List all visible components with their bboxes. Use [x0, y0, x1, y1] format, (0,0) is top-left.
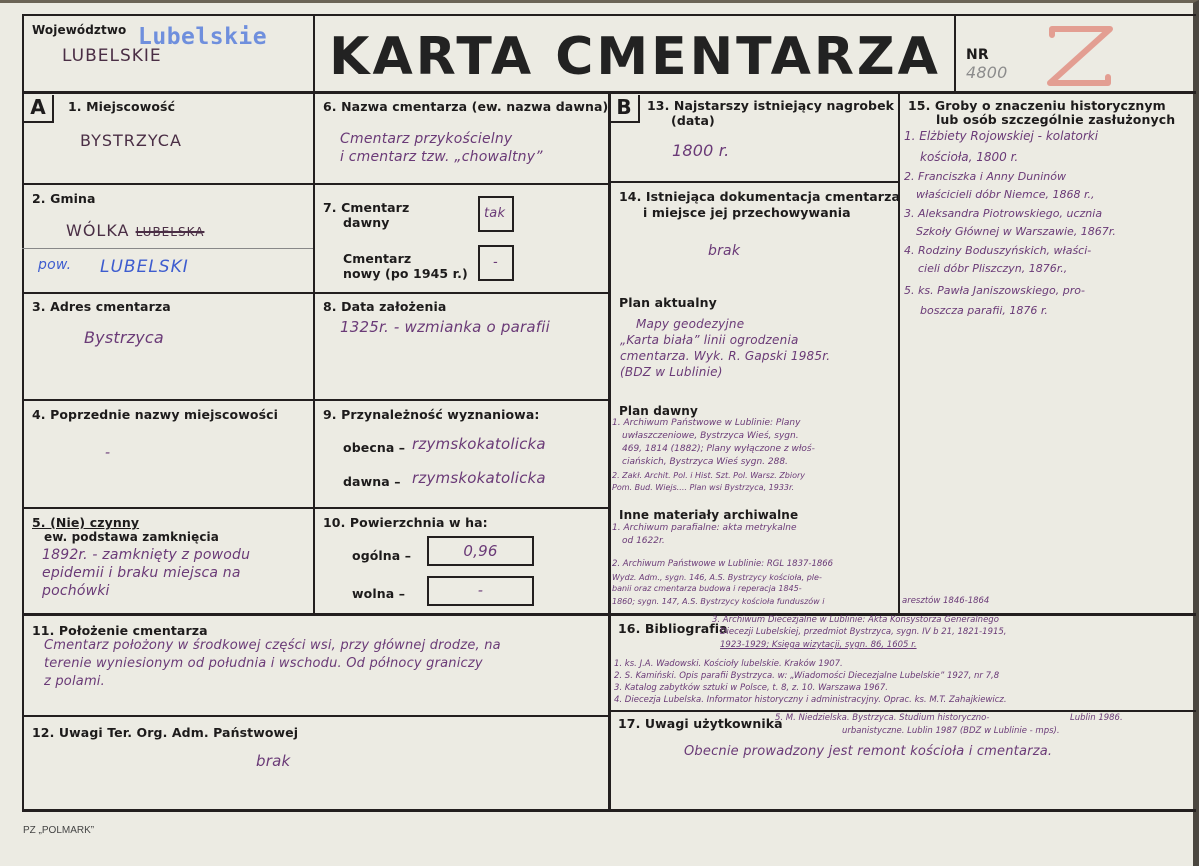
divider: [608, 93, 611, 811]
divider: [898, 93, 900, 613]
dawna-value: rzymskokatolicka: [412, 469, 546, 487]
inne-line-5: banii oraz cmentarza budowa i reperacja 1845-: [612, 584, 802, 593]
closure-line-1: 1892r. - zamknięty z powodu: [42, 547, 251, 563]
graves-line-9: 5. ks. Pawła Janiszowskiego, pro-: [904, 284, 1085, 297]
nowy-checkbox: [478, 245, 514, 281]
graves-line-4: właścicieli dóbr Niemce, 1868 r.,: [916, 188, 1095, 201]
divider: [608, 710, 1196, 712]
biblio-top-line-3: 1923-1929; Księga wizytacji, sygn. 86, 1605 r.: [720, 640, 917, 650]
plan-dawny-line-5: 2. Zakł. Archit. Pol. i Hist. Szt. Pol. Warsz. Zbiory: [612, 471, 806, 480]
wojewodztwo-value: LUBELSKIE: [62, 46, 162, 66]
graves-line-1: 1. Elżbiety Rojowskiej - kolatorki: [904, 129, 1099, 143]
wolna-box: [427, 576, 534, 606]
dawny-value: tak: [484, 206, 506, 221]
plan-dawny-line-1: 1. Archiwum Państwowe w Lublinie: Plany: [612, 418, 801, 428]
divider: [22, 507, 610, 509]
inne-materialy-label: Inne materiały archiwalne: [619, 508, 799, 522]
inne-line-3: 2. Archiwum Państwowe w Lublinie: RGL 1837-1866: [612, 559, 834, 569]
field-8-label: 8. Data założenia: [323, 299, 447, 314]
wolna-value: -: [477, 583, 484, 599]
graves-line-8: cieli dóbr Pliszczyn, 1876r.,: [918, 262, 1068, 275]
plan-dawny-line-4: ciańskich, Bystrzyca Wieś sygn. 288.: [622, 457, 788, 467]
field-15-label-b: lub osób szczególnie zasłużonych: [936, 112, 1176, 127]
dawny-checkbox: [478, 196, 514, 232]
field-16-label: 16. Bibliografia: [618, 621, 728, 636]
plan-aktualny-line-1: Mapy geodezyjne: [636, 317, 745, 331]
wolna-label: wolna –: [352, 586, 406, 601]
printer-imprint: PZ „POLMARK”: [23, 825, 95, 836]
field-13-label: 13. Najstarszy istniejący nagrobek: [647, 98, 895, 113]
field-7-dawny-label-b: dawny: [343, 215, 390, 230]
biblio-overflow-b: urbanistyczne. Lublin 1987 (BDZ w Lublinie - mps).: [842, 726, 1060, 736]
divider: [608, 181, 900, 183]
wojewodztwo-stamp: Lubelskie: [138, 24, 268, 50]
ogolna-box: [427, 536, 534, 566]
plan-aktualny-line-4: (BDZ w Lublinie): [620, 365, 723, 379]
inne-overflow: aresztów 1846-1864: [902, 596, 990, 606]
obecna-value: rzymskokatolicka: [412, 435, 546, 453]
graves-line-5: 3. Aleksandra Piotrowskiego, ucznia: [904, 207, 1103, 220]
field-8-value: 1325r. - wzmianka o parafii: [340, 318, 550, 336]
divider: [22, 613, 1196, 616]
z-mark-icon: [1040, 21, 1120, 89]
field-17-label: 17. Uwagi użytkownika: [618, 716, 783, 731]
field-15-label: 15. Groby o znaczeniu historycznym: [908, 98, 1166, 113]
dawna-label: dawna –: [343, 474, 401, 489]
field-14-label-b: i miejsce jej przechowywania: [643, 205, 851, 220]
wojewodztwo-label: Województwo: [32, 23, 127, 37]
field-13-value: 1800 r.: [672, 141, 730, 160]
biblio-overflow-a-tail: Lublin 1986.: [1070, 713, 1123, 723]
field-6-line-1: Cmentarz przykościelny: [340, 131, 513, 147]
field-9-label: 9. Przynależność wyznaniowa:: [323, 407, 540, 422]
nowy-value: -: [493, 255, 498, 270]
divider: [22, 292, 610, 294]
inne-line-1: 1. Archiwum parafialne: akta metrykalne: [612, 523, 797, 533]
biblio-line-2: 2. S. Kamiński. Opis parafii Bystrzyca. w: „Wiadomości Diecezjalne Lubelskie” 1927, nr 7,8: [614, 671, 1000, 681]
field-11-label: 11. Położenie cmentarza: [32, 623, 208, 638]
divider: [22, 715, 610, 717]
divider: [22, 248, 313, 249]
graves-line-3: 2. Franciszka i Anny Duninów: [904, 170, 1066, 183]
field-14-value: brak: [708, 243, 741, 259]
field-1-label: 1. Miejscowość: [68, 99, 176, 114]
field-7-nowy-label-b: nowy (po 1945 r.): [343, 266, 468, 281]
obecna-label: obecna –: [343, 440, 406, 455]
field-2-label: 2. Gmina: [32, 191, 96, 206]
graves-line-7: 4. Rodziny Boduszyńskich, właści-: [904, 244, 1092, 257]
field-3-value: Bystrzyca: [84, 328, 164, 347]
field-6-label: 6. Nazwa cmentarza (ew. nazwa dawna): [323, 99, 609, 114]
inne-line-4: Wydz. Adm., sygn. 146, A.S. Bystrzycy kościoła, ple-: [612, 573, 822, 582]
gmina-value: WÓLKA: [66, 221, 130, 240]
field-4-label: 4. Poprzednie nazwy miejscowości: [32, 407, 279, 422]
field-11-line-2: terenie wyniesionym od południa i wschodu. Od północy graniczy: [44, 656, 483, 671]
field-4-value: -: [105, 445, 111, 461]
field-1-value: BYSTRZYCA: [80, 131, 182, 150]
graves-line-10: boszcza parafii, 1876 r.: [920, 304, 1048, 317]
plan-aktualny-line-2: „Karta biała” linii ogrodzenia: [620, 333, 799, 347]
field-17-value: Obecnie prowadzony jest remont kościoła i cmentarza.: [684, 744, 1053, 759]
field-12-value: brak: [256, 752, 291, 770]
biblio-top-line-2: Diecezji Lubelskiej, przedmiot Bystrzyca, sygn. IV b 21, 1821-1915,: [720, 627, 1007, 637]
ogolna-label: ogólna –: [352, 548, 412, 563]
page-title: KARTA CMENTARZA: [329, 27, 941, 87]
field-11-line-1: Cmentarz położony w środkowej części wsi, przy głównej drodze, na: [44, 638, 501, 653]
closure-line-3: pochówki: [42, 583, 110, 599]
closure-reason-label: ew. podstawa zamknięcia: [44, 530, 219, 544]
graves-line-6: Szkoły Głównej w Warszawie, 1867r.: [916, 225, 1116, 238]
field-7-dawny-label: 7. Cmentarz: [323, 200, 410, 215]
biblio-top-line-1: 3. Archiwum Diecezjalne w Lublinie: Akta Konsystorza Generalnego: [712, 615, 999, 625]
inne-line-6: 1860; sygn. 147, A.S. Bystrzycy kościoła funduszów i: [612, 597, 825, 606]
divider: [313, 93, 315, 616]
divider: [22, 399, 610, 401]
field-6-line-2: i cmentarz tzw. „chowaltny”: [340, 149, 543, 165]
field-2-value: [66, 223, 204, 240]
plan-dawny-line-3: 469, 1814 (1882); Plany wyłączone z włoś-: [622, 444, 815, 454]
biblio-overflow-a: 5. M. Niedzielska. Bystrzyca. Studium historyczno-: [775, 713, 990, 723]
plan-dawny-label: Plan dawny: [619, 404, 698, 418]
inne-line-2: od 1622r.: [622, 536, 665, 546]
section-b-marker: B: [610, 95, 640, 123]
plan-aktualny-line-3: cmentarza. Wyk. R. Gapski 1985r.: [620, 349, 831, 363]
field-14-label: 14. Istniejąca dokumentacja cmentarza: [619, 189, 900, 204]
field-11-line-3: z polami.: [44, 674, 105, 689]
powiat-value: LUBELSKI: [100, 257, 189, 277]
field-5-label: [32, 515, 139, 530]
field-3-label: 3. Adres cmentarza: [32, 299, 171, 314]
biblio-line-4: 4. Diecezja Lubelska. Informator historyczny i administracyjny. Oprac. ks. M.T. Zahajkiewicz.: [614, 695, 1007, 705]
field-7-nowy-label: Cmentarz: [343, 251, 412, 266]
divider: [22, 183, 610, 185]
powiat-prefix: pow.: [38, 257, 72, 273]
section-a-marker: A: [24, 95, 54, 123]
field-10-label: 10. Powierzchnia w ha:: [323, 515, 488, 530]
field-12-label: 12. Uwagi Ter. Org. Adm. Państwowej: [32, 725, 299, 740]
field-13-label-b: (data): [671, 113, 715, 128]
plan-aktualny-label: Plan aktualny: [619, 295, 717, 310]
biblio-line-1: 1. ks. J.A. Wadowski. Kościoły lubelskie. Kraków 1907.: [614, 659, 843, 669]
graves-line-2: kościoła, 1800 r.: [920, 150, 1019, 164]
biblio-line-3: 3. Katalog zabytków sztuki w Polsce, t. 8, z. 10. Warszawa 1967.: [614, 683, 888, 693]
plan-dawny-line-2: uwłaszczeniowe, Bystrzyca Wieś, sygn.: [622, 431, 799, 441]
ogolna-value: 0,96: [463, 542, 498, 560]
closure-line-2: epidemii i braku miejsca na: [42, 565, 241, 581]
nr-value: 4800: [966, 63, 1008, 82]
gmina-struck-value: LUBELSKA: [135, 225, 205, 239]
active-status-label: 5. (Nie) czynny: [32, 515, 140, 530]
plan-dawny-line-6: Pom. Bud. Wiejs.... Plan wsi Bystrzyca, 1933r.: [612, 483, 795, 492]
nr-label: NR: [966, 47, 989, 63]
